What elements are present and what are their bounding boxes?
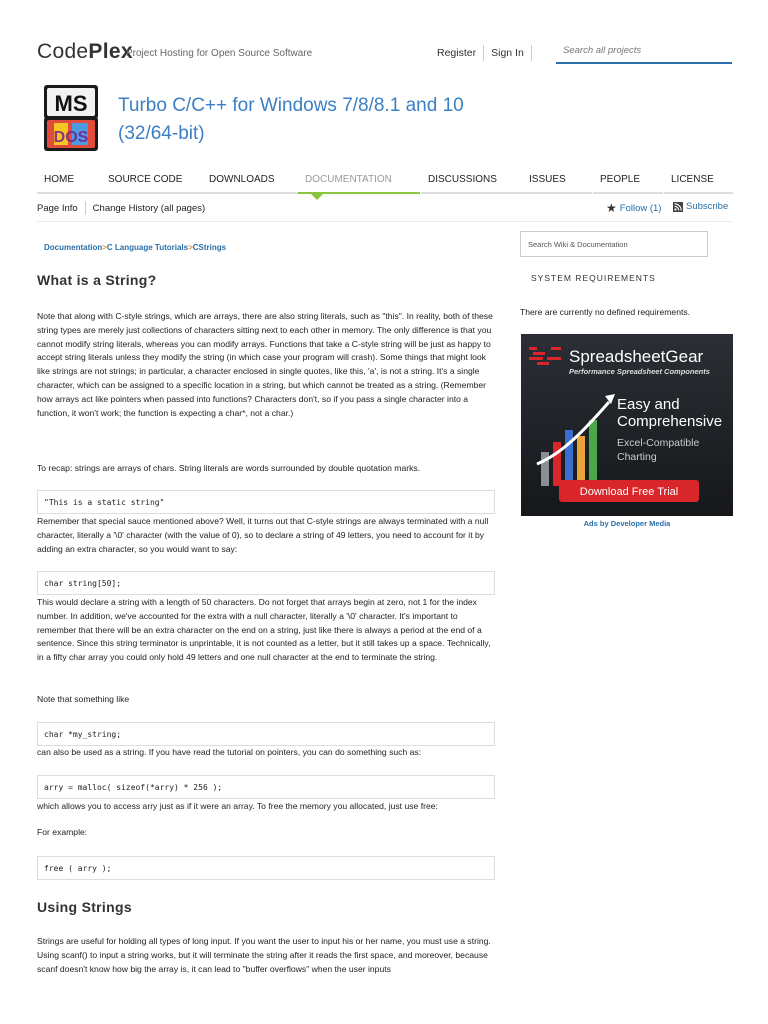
logo-text-bold: Plex — [88, 40, 133, 63]
breadcrumb — [44, 243, 226, 252]
page-info-link[interactable]: Page Info — [37, 202, 78, 214]
sign-in-link[interactable]: Sign In — [491, 47, 524, 59]
ad-artwork — [521, 334, 733, 516]
divider — [531, 45, 532, 61]
subscribe-button[interactable] — [673, 201, 728, 212]
tab-issues[interactable]: ISSUES — [522, 174, 592, 194]
site-tagline: Project Hosting for Open Source Software — [126, 48, 313, 59]
register-link[interactable]: Register — [437, 47, 477, 59]
follow-button[interactable] — [606, 201, 661, 215]
code-block: char *my_string; — [37, 722, 495, 746]
ad-caption[interactable]: Ads by Developer Media — [583, 519, 671, 528]
ms-dos-logo — [42, 83, 100, 153]
paragraph: Strings are useful for holding all types of long input. If you want the user to input his or her name, you must use a string. Using scanf() to input a string works, but it will terminate the string after it reads the first space, and moreover, because scanf doesn't know how big the array is, it can lead to "buffer overflows" when the user inputs — [37, 936, 491, 974]
paragraph: which allows you to access arry just as if it were an array. To free the memory you allocated, just use free: — [37, 801, 438, 811]
breadcrumb-separator: > — [102, 243, 107, 252]
breadcrumb-separator: > — [188, 243, 193, 252]
paragraph: This would declare a string with a length of 50 characters. Do not forget that arrays begin at zero, not 1 for the index number. In addition, we've accounted for the extra with a null character, literally a '\0' character. It's important to remember that there will be an extra character on the end on a string, just like there is always a period at the end of a sentence. Since this string terminator is unprintable, it is not counted as a letter, but it still takes up a space. Technically, in a fifty char array you could only hold 49 letters and one null character at the end to terminate the string. — [37, 597, 491, 663]
tab-people[interactable]: PEOPLE — [593, 174, 663, 194]
project-tabs — [37, 174, 733, 194]
logo-dos-text: DOS — [53, 129, 89, 146]
code-block: arry = malloc( sizeof(*arry) * 256 ); — [37, 775, 495, 799]
ad-cta-label: Download Free Trial — [579, 486, 679, 498]
paragraph: Note that along with C-style strings, which are arrays, there are also string literals, such as "this". In reality, both of these string types are merely just collections of characters sitting next to each other in memory. The only difference is that you cannot modify string literals, whereas you can modify arrays. Functions that take a C-style string will be just as happy to accept string literals unless they modify the string (in which case your program will crash). Some things that might look like strings are not strings; in particular, a character enclosed in single quotes, like this, 'a', is not a string. It's a single character, which can be assigned to a specific location in a string, but which cannot be treated as a string. (Remember how arrays act like pointers when passed into functions? Characters don't, so if you pass a single character into a function, it won't work; the function is expecting a char*, not a char.) — [37, 311, 493, 418]
subnav-divider — [37, 221, 733, 222]
paragraph: To recap: strings are arrays of chars. String literals are words surrounded by double quotation marks. — [37, 463, 421, 473]
page-subnav — [37, 201, 205, 215]
paragraph: Note that something like — [37, 694, 130, 704]
tab-source-code[interactable]: SOURCE CODE — [101, 174, 202, 194]
tab-license[interactable]: LICENSE — [664, 174, 733, 194]
page-title: What is a String? — [37, 272, 157, 288]
wiki-search-input[interactable]: Search Wiki & Documentation — [520, 231, 708, 257]
ad-line-3: Excel-Compatible — [617, 437, 700, 449]
breadcrumb-c-language-tutorials[interactable]: C Language Tutorials — [106, 243, 189, 252]
logo-text: Code — [37, 40, 89, 63]
section-heading: Using Strings — [37, 899, 132, 915]
follow-label: Follow (1) — [619, 202, 662, 214]
code-block: char string[50]; — [37, 571, 495, 595]
rss-icon — [673, 202, 683, 212]
tab-downloads[interactable]: DOWNLOADS — [202, 174, 298, 194]
divider — [85, 201, 86, 215]
star-icon: ★ — [606, 201, 617, 215]
change-history-link[interactable]: Change History (all pages) — [92, 202, 206, 214]
code-block: "This is a static string" — [37, 490, 495, 514]
paragraph: can also be used as a string. If you have read the tutorial on pointers, you can do something such as: — [37, 747, 422, 757]
paragraph: For example: — [37, 827, 88, 837]
system-requirements-heading: SYSTEM REQUIREMENTS — [531, 273, 656, 283]
paragraph: Remember that special sauce mentioned above? Well, it turns out that C-style strings are always terminated with a null character, literally a '\0' character (with the value of 0), so to declare a string of 49 letters, you need to account for it by adding an extra character, so you would want to say: — [37, 516, 489, 554]
ad-line-1: Easy and — [617, 396, 680, 413]
subscribe-label: Subscribe — [686, 201, 729, 212]
code-block: free ( arry ); — [37, 856, 495, 880]
project-title: Turbo C/C++ for Windows 7/8/8.1 and 10 (32/64-bit) — [118, 95, 464, 144]
auth-links — [437, 45, 539, 61]
ad-line-4: Charting — [617, 451, 657, 463]
ad-line-2: Comprehensive — [617, 413, 723, 430]
divider — [483, 45, 484, 61]
breadcrumb-cstrings[interactable]: CStrings — [192, 243, 227, 252]
logo-ms-text: MS — [54, 91, 88, 116]
ad-brand: SpreadsheetGear — [569, 347, 704, 366]
tab-home[interactable]: HOME — [37, 174, 101, 194]
spreadsheetgear-ad[interactable] — [521, 334, 733, 516]
tab-documentation[interactable]: DOCUMENTATION — [298, 174, 420, 194]
ad-subtitle: Performance Spreadsheet Components — [569, 367, 710, 376]
breadcrumb-documentation[interactable]: Documentation — [44, 243, 103, 252]
search-projects-input[interactable]: Search all projects — [556, 40, 732, 64]
active-tab-caret — [310, 193, 324, 200]
tab-discussions[interactable]: DISCUSSIONS — [421, 174, 522, 194]
requirements-note: There are currently no defined requirements. — [520, 307, 691, 317]
codeplex-logo[interactable] — [37, 40, 133, 64]
